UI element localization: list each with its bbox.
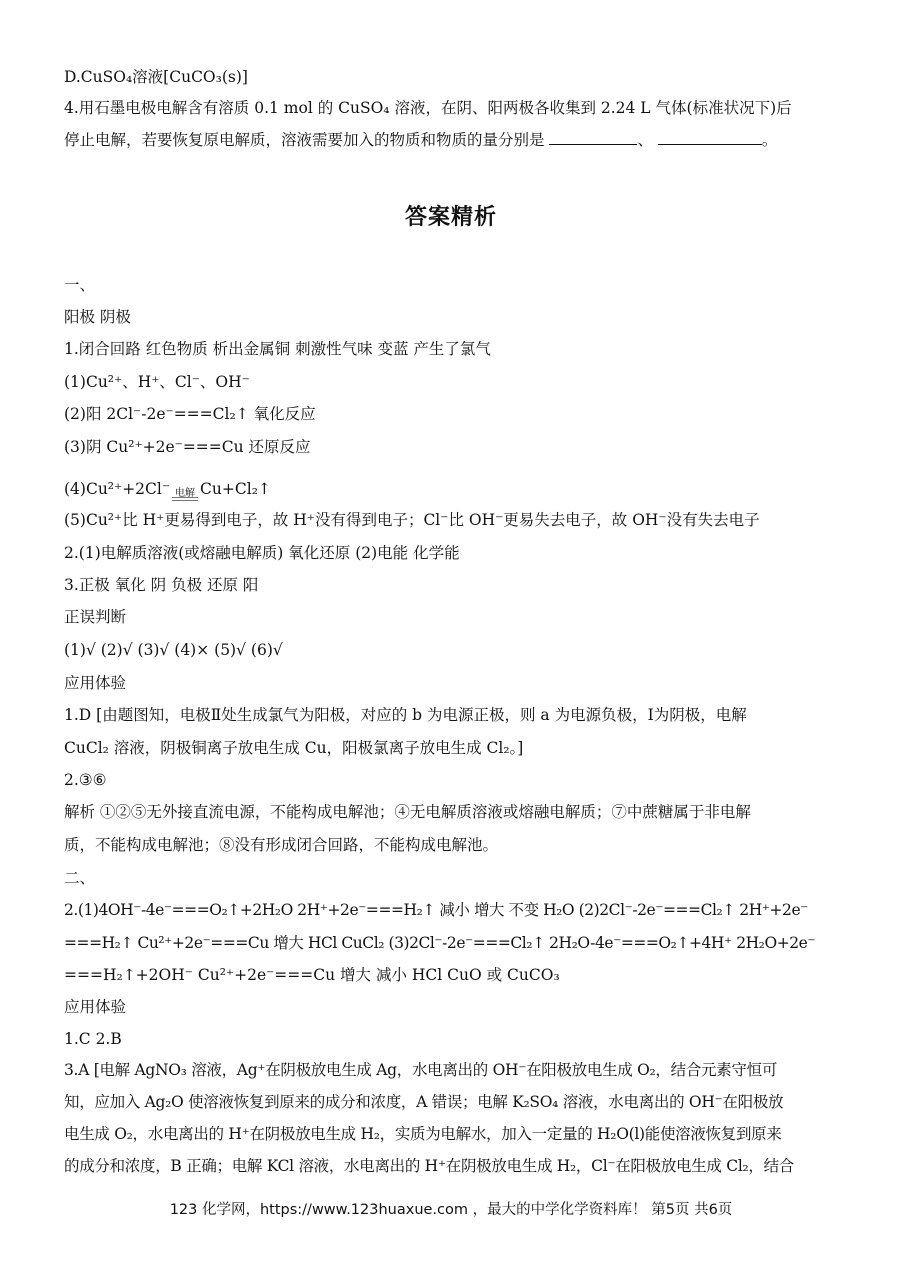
answer-3-line-2: 知，应加入 Ag₂O 使溶液恢复到原来的成分和浓度，A 错误；电解 K₂SO₄ 溶液，水电离出的 OH⁻在阳极放	[64, 1093, 784, 1111]
judge-heading: 正误判断	[64, 608, 127, 626]
part2-heading: 二、	[64, 869, 96, 887]
question-4-text: 停止电解，若要恢复原电解质，溶液需要加入的物质和物质的量分别是	[64, 131, 545, 149]
answer-title: 答案精析	[404, 204, 497, 230]
apply-heading-1: 应用体验	[64, 674, 127, 692]
apply-answer-1-line-2: CuCl₂ 溶液，阴极铜离子放电生成 Cu，阳极氯离子放电生成 Cl₂。]	[64, 739, 524, 757]
answer-3-line-1: 3.A [电解 AgNO₃ 溶液，Ag⁺在阴极放电生成 Ag，水电离出的 OH⁻在阳极放电生成 O₂，结合元素守恒可	[64, 1061, 778, 1079]
part1-line-9: 3.正极 氧化 阴 负极 还原 阳	[64, 576, 259, 594]
question-end: 。	[761, 131, 778, 149]
part2-line-1: 2.(1)4OH⁻-4e⁻===O₂↑+2H₂O 2H⁺+2e⁻===H₂↑ 减小 增大 不变 H₂O (2)2Cl⁻-2e⁻===Cl₂↑ 2H⁺+2e⁻	[64, 901, 808, 919]
equation-right: Cu+Cl₂↑	[200, 480, 271, 498]
question-4-line-2	[64, 129, 840, 151]
equation-left: (4)Cu²⁺+2Cl⁻	[64, 480, 171, 498]
apply-heading-2: 应用体验	[64, 998, 127, 1016]
part1-line-7: (5)Cu²⁺比 H⁺更易得到电子，故 H⁺没有得到电子；Cl⁻比 OH⁻更易失去电子，故 OH⁻没有失去电子	[64, 511, 760, 529]
electrolysis-condition: 电解	[175, 488, 196, 499]
answer-3-line-4: 的成分和浓度，B 正确；电解 KCl 溶液，水电离出的 H⁺在阴极放电生成 H₂，Cl⁻在阳极放电生成 Cl₂，结合	[64, 1157, 794, 1175]
option-d: D.CuSO₄溶液[CuCO₃(s)]	[64, 68, 248, 86]
answer-blank-2	[658, 130, 762, 145]
part1-line-1: 阳极 阴极	[64, 308, 131, 326]
part1-line-4: (2)阳 2Cl⁻-2e⁻===Cl₂↑ 氧化反应	[64, 405, 316, 423]
part1-line-2: 1.闭合回路 红色物质 析出金属铜 刺激性气味 变蓝 产生了氯气	[64, 340, 491, 358]
part1-line-3: (1)Cu²⁺、H⁺、Cl⁻、OH⁻	[64, 373, 250, 391]
blank-separator: 、	[637, 131, 653, 149]
part2-line-2: ===H₂↑ Cu²⁺+2e⁻===Cu 增大 HCl CuCl₂ (3)2Cl⁻-2e⁻===Cl₂↑ 2H₂O-4e⁻===O₂↑+4H⁺ 2H₂O+2e⁻	[64, 934, 816, 952]
equals-bar	[172, 497, 198, 501]
analysis-line-1: 解析 ①②⑤无外接直流电源，不能构成电解池；④无电解质溶液或熔融电解质；⑦中蔗糖属于非电解	[64, 803, 751, 821]
part1-line-6	[64, 478, 840, 500]
part1-heading: 一、	[64, 276, 96, 294]
answer-3-line-3: 电生成 O₂，水电离出的 H⁺在阴极放电生成 H₂，实质为电解水，加入一定量的 H₂O(l)能使溶液恢复到原来	[64, 1125, 782, 1143]
answer-blank-1	[549, 130, 637, 145]
judge-answers: (1)√ (2)√ (3)√ (4)× (5)√ (6)√	[64, 641, 283, 659]
part2-line-3: ===H₂↑+2OH⁻ Cu²⁺+2e⁻===Cu 增大 减小 HCl CuO 或 CuCO₃	[64, 966, 560, 984]
analysis-line-2: 质，不能构成电解池；⑧没有形成闭合回路，不能构成电解池。	[64, 836, 499, 854]
apply-answer-1-line-1: 1.D [由题图知，电极Ⅱ处生成氯气为阳极，对应的 b 为电源正极，则 a 为电源负极，Ⅰ为阴极，电解	[64, 706, 747, 724]
apply-answer-2: 2.③⑥	[64, 771, 107, 789]
part1-line-8: 2.(1)电解质溶液(或熔融电解质) 氧化还原 (2)电能 化学能	[64, 544, 460, 562]
page-footer: 123 化学网，https://www.123huaxue.com ，最大的中学化学资料库！ 第5页 共6页	[169, 1202, 733, 1218]
question-4-line-1: 4.用石墨电极电解含有溶质 0.1 mol 的 CuSO₄ 溶液，在阴、阳两极各收集到 2.24 L 气体(标准状况下)后	[64, 99, 792, 117]
part1-line-5: (3)阴 Cu²⁺+2e⁻===Cu 还原反应	[64, 438, 311, 456]
apply-answers-1-2: 1.C 2.B	[64, 1030, 122, 1048]
